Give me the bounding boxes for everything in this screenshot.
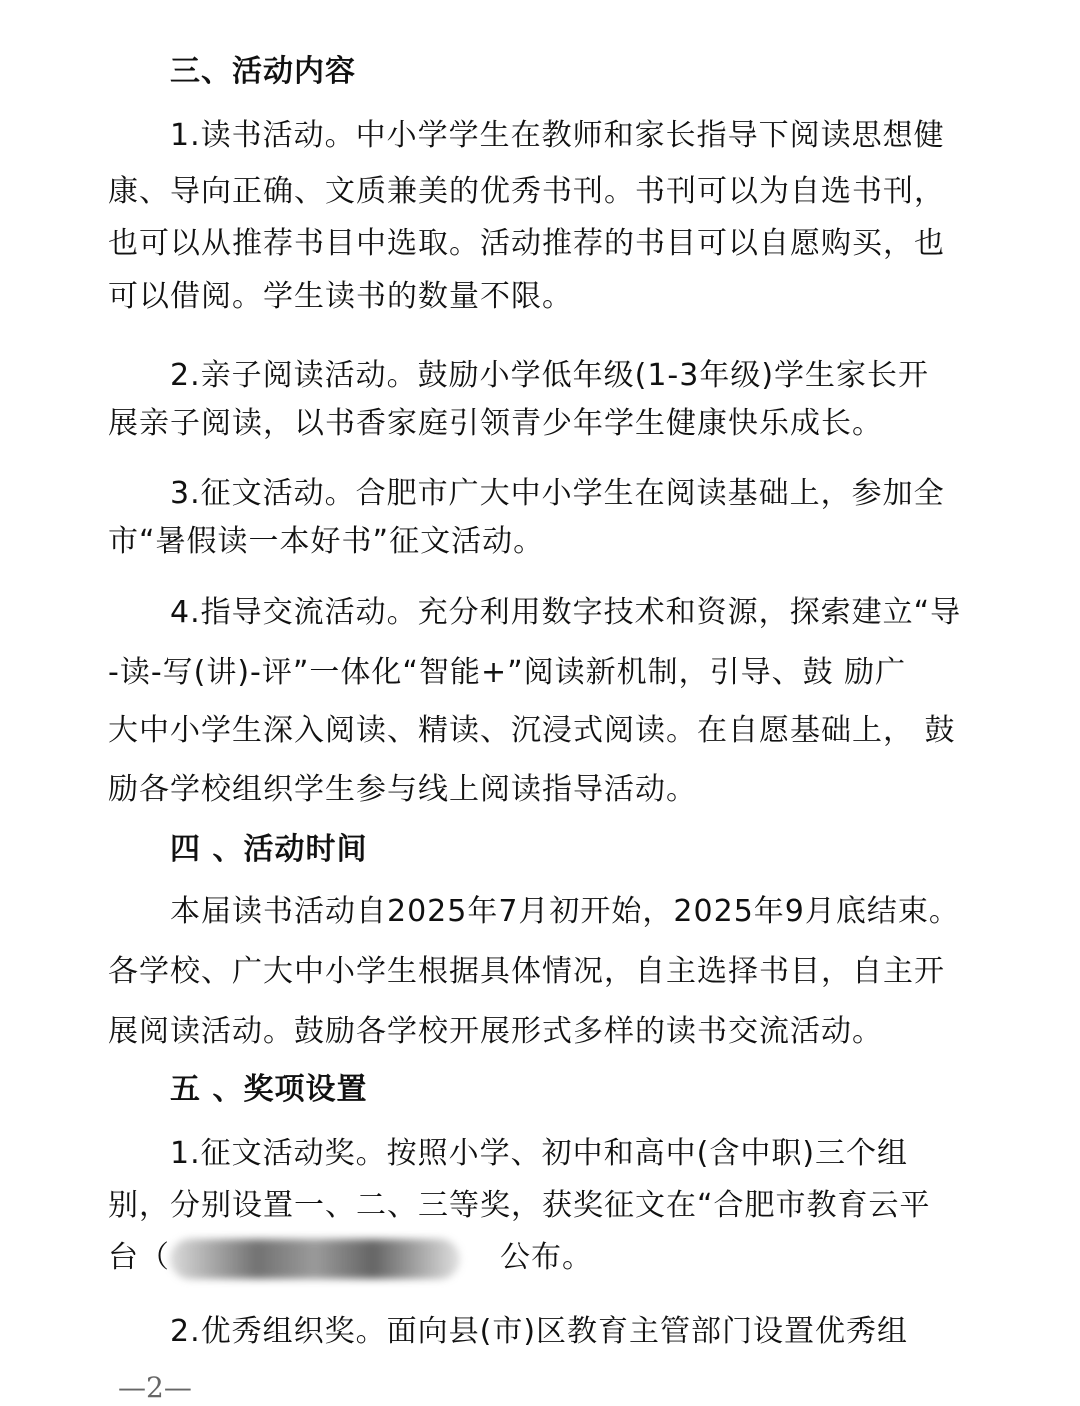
paragraph-line-redacted xyxy=(108,1238,593,1279)
paragraph-text: 台（ xyxy=(108,1240,170,1275)
paragraph-line: 各学校、广大中小学生根据具体情况，自主选择书目，自主开 xyxy=(108,954,945,989)
paragraph-line: 可以借阅。学生读书的数量不限。 xyxy=(108,279,573,314)
paragraph-line: 也可以从推荐书目中选取。活动推荐的书目可以自愿购买，也 xyxy=(108,226,945,261)
paragraph-line: 展亲子阅读，以书香家庭引领青少年学生健康快乐成长。 xyxy=(108,406,883,441)
paragraph-line: 4.指导交流活动。充分利用数字技术和资源，探索建立“导 xyxy=(170,595,962,630)
paragraph-line: 励各学校组织学生参与线上阅读指导活动。 xyxy=(108,772,697,807)
paragraph-line: 大中小学生深入阅读、精读、沉浸式阅读。在自愿基础上， 鼓 xyxy=(108,713,956,748)
section-5-heading: 五 、奖项设置 xyxy=(170,1072,368,1107)
paragraph-text: 公布。 xyxy=(500,1240,593,1275)
paragraph-line: 1.征文活动奖。按照小学、初中和高中(含中职)三个组 xyxy=(170,1136,909,1171)
section-4-heading: 四 、活动时间 xyxy=(170,832,368,867)
paragraph-line: -读-写(讲)-评”一体化“智能+”阅读新机制，引导、鼓 励广 xyxy=(108,655,907,690)
paragraph-line: 1.读书活动。中小学学生在教师和家长指导下阅读思想健 xyxy=(170,118,945,153)
paragraph-line: 本届读书活动自2025年7月初开始，2025年9月底结束。 xyxy=(170,894,960,929)
paragraph-line: 3.征文活动。合肥市广大中小学生在阅读基础上，参加全 xyxy=(170,476,945,511)
redacted-blur xyxy=(170,1239,460,1279)
page-number: —2— xyxy=(118,1371,192,1404)
paragraph-line: 市“暑假读一本好书”征文活动。 xyxy=(108,524,545,559)
paragraph-line: 别，分别设置一、二、三等奖，获奖征文在“合肥市教育云平 xyxy=(108,1188,931,1223)
paragraph-line: 展阅读活动。鼓励各学校开展形式多样的读书交流活动。 xyxy=(108,1014,883,1049)
paragraph-line: 2.亲子阅读活动。鼓励小学低年级(1-3年级)学生家长开 xyxy=(170,358,930,393)
paragraph-line: 康、导向正确、文质兼美的优秀书刊。书刊可以为自选书刊， xyxy=(108,174,945,209)
paragraph-line: 2.优秀组织奖。面向县(市)区教育主管部门设置优秀组 xyxy=(170,1314,909,1349)
section-3-heading: 三、活动内容 xyxy=(170,54,356,89)
